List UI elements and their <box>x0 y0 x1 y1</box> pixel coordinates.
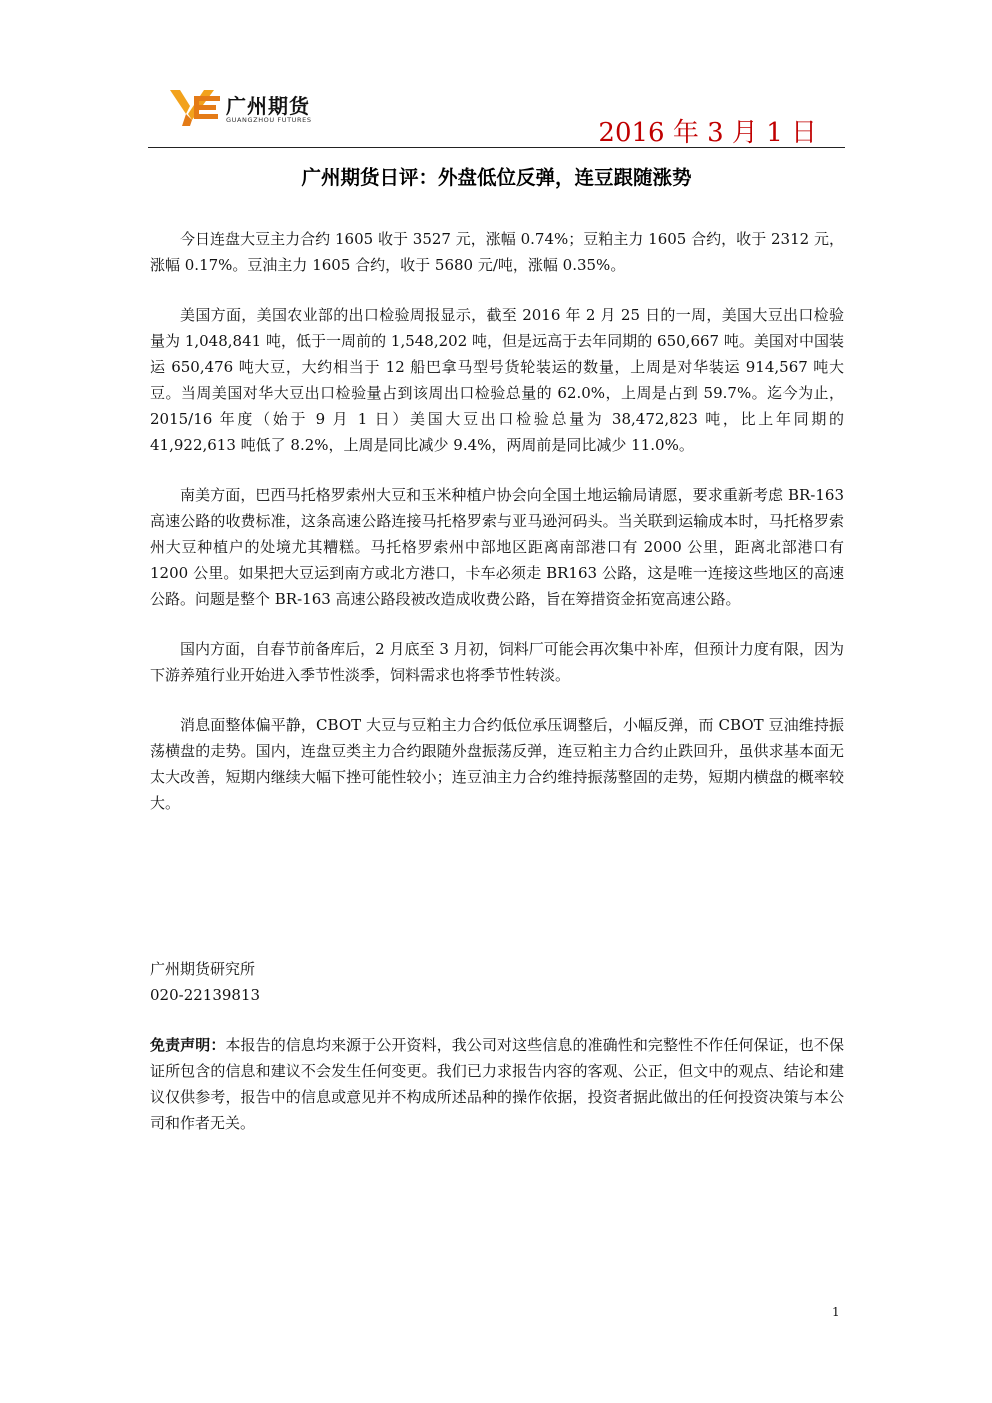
paragraph-domestic: 国内方面，自春节前备库后，2 月底至 3 月初，饲料厂可能会再次集中补库，但预计力度有限，因为下游养殖行业开始进入季节性淡季，饲料需求也将季节性转淡。 <box>150 640 844 684</box>
logo-mark-icon <box>168 86 224 128</box>
company-logo <box>168 86 338 128</box>
logo-text-en: GUANGZHOU FUTURES <box>226 116 312 124</box>
page-number: 1 <box>832 1305 840 1319</box>
header-divider <box>148 147 845 148</box>
paragraph-south-america: 南美方面，巴西马托格罗索州大豆和玉米种植户协会向全国土地运输局请愿，要求重新考虑 BR-163 高速公路的收费标准，这条高速公路连接马托格罗索与亚马逊河码头。当关联到运输成本时，马托格罗索州大豆种植户的处境尤其糟糕。马托格罗索州中部地区距离南部港口有 2000 公里，距离北部港口有 1200 公里。如果把大豆运到南方或北方港口，卡车必须走 BR163 公路，这是唯一连接这些地区的高速公路。问题是整个 BR-163 高速公路段被改造成收费公路，旨在筹措资金拓宽高速公路。 <box>150 486 844 608</box>
institute-name: 广州期货研究所 <box>150 960 256 978</box>
disclaimer-label: 免责声明： <box>150 1036 226 1054</box>
paragraph-outlook: 消息面整体偏平静，CBOT 大豆与豆粕主力合约低位承压调整后，小幅反弹，而 CBOT 豆油维持振荡横盘的走势。国内，连盘豆类主力合约跟随外盘振荡反弹，连豆粕主力合约止跌回升，虽供求基本面无太大改善，短期内继续大幅下挫可能性较小；连豆油主力合约维持振荡整固的走势，短期内横盘的概率较大。 <box>150 716 844 812</box>
contact-phone: 020-22139813 <box>150 986 261 1004</box>
paragraph-us-market: 美国方面，美国农业部的出口检验周报显示，截至 2016 年 2 月 25 日的一周，美国大豆出口检验量为 1,048,841 吨，低于一周前的 1,548,202 吨，但是远高于去年同期的 650,667 吨。美国对中国装运 650,476 吨大豆，大约相当于 12 船巴拿马型号货轮装运的数量，上周是对华装运 914,567 吨大豆。当周美国对华大豆出口检验量占到该周出口检验总量的 62.0%，上周是占到 59.7%。迄今为止，2015/16 年度（始于 9 月 1 日）美国大豆出口检验总量为 38,472,823 吨，比上年同期的 41,922,613 吨低了 8.2%，上周是同比减少 9.4%，两周前是同比减少 11.0%。 <box>150 306 844 454</box>
document-title: 广州期货日评：外盘低位反弹，连豆跟随涨势 <box>301 166 692 189</box>
report-date: 2016 年 3 月 1 日 <box>598 118 817 148</box>
disclaimer <box>150 1032 844 1136</box>
disclaimer-text: 本报告的信息均来源于公开资料，我公司对这些信息的准确性和完整性不作任何保证，也不保证所包含的信息和建议不会发生任何变更。我们已力求报告内容的客观、公正，但文中的观点、结论和建议仅供参考，报告中的信息或意见并不构成所述品种的操作依据，投资者据此做出的任何投资决策与本公司和作者无关。 <box>150 1036 844 1132</box>
contact-block <box>150 956 844 1008</box>
logo-text-cn: 广州期货 <box>226 94 310 118</box>
document-body <box>150 226 844 840</box>
paragraph-market-summary: 今日连盘大豆主力合约 1605 收于 3527 元，涨幅 0.74%；豆粕主力 1605 合约，收于 2312 元，涨幅 0.17%。豆油主力 1605 合约，收于 5680 元/吨，涨幅 0.35%。 <box>150 230 844 274</box>
